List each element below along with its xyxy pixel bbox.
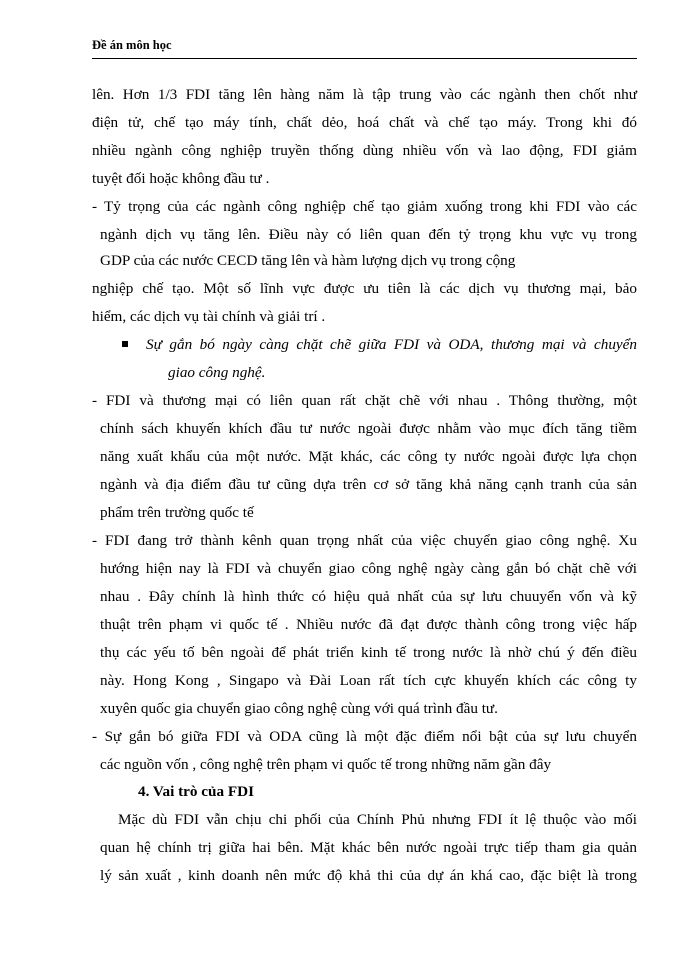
body-line: chính sách khuyến khích đầu tư nước ngoài được nhằm vào mục đích tăng tiềm [100, 420, 637, 437]
body-line: - Sự gắn bó giữa FDI và ODA cũng là một đặc điểm nổi bật của sự lưu chuyển [92, 728, 637, 745]
body-line: năng xuất khẩu của một nước. Mặt khác, các công ty nước ngoài được lựa chọn [100, 448, 637, 465]
body-line: các nguồn vốn , công nghệ trên phạm vi quốc tế trong những năm gần đây [100, 756, 552, 773]
body-line: lý sản xuất , kinh doanh nên mức độ khả thi của dự án khá cao, đặc biệt là trong [100, 867, 637, 884]
bullet-line: Sự gắn bó ngày càng chặt chẽ giữa FDI và ODA, thương mại và chuyển [146, 336, 637, 353]
body-line: nhiều ngành công nghiệp truyền thống dùng nhiều vốn và lao động, FDI giảm [92, 142, 637, 159]
body-line: GDP của các nước CECD tăng lên và hàm lượng dịch vụ trong cộng [100, 252, 516, 269]
bullet-line: giao công nghệ. [168, 364, 266, 381]
body-line: lên. Hơn 1/3 FDI tăng lên hàng năm là tập trung vào các ngành then chốt như [92, 86, 637, 103]
body-line: thuật trên phạm vi quốc tế . Nhiều nước đã đạt được thành công trong việc hấp [100, 616, 637, 633]
bullet-square-icon [122, 341, 128, 347]
body-line: thụ các yếu tố bên ngoài để phát triển kinh tế trong nước là nhờ chú ý đến điều [100, 644, 637, 661]
body-line: điện tử, chế tạo máy tính, chất dẻo, hoá chất và chế tạo máy. Trong khi đó [92, 114, 637, 131]
body-line: hiểm, các dịch vụ tài chính và giải trí . [92, 308, 326, 325]
body-line: - Tỷ trọng của các ngành công nghiệp chế tạo giảm xuống trong khi FDI vào các [92, 198, 637, 215]
body-line: tuyệt đối hoặc không đầu tư . [92, 170, 270, 187]
header-rule [92, 58, 637, 59]
body-line: nhau . Đây chính là hình thức có hiệu quả nhất của sự lưu chuuyển vốn và kỹ [100, 588, 637, 605]
body-line: xuyên quốc gia chuyển giao công nghệ cùng với quá trình đầu tư. [100, 700, 498, 717]
body-line: ngành và địa điểm đầu tư cũng dựa trên cơ sở tăng khả năng cạnh tranh của sản [100, 476, 637, 493]
body-line: Mặc dù FDI vẫn chịu chi phối của Chính Phủ nhưng FDI ít lệ thuộc vào mối [118, 811, 637, 828]
body-line: này. Hong Kong , Singapo và Đài Loan rất tích cực khuyến khích các công ty [100, 672, 637, 689]
body-line: - FDI đang trở thành kênh quan trọng nhất của việc chuyển giao công nghệ. Xu [92, 532, 637, 549]
body-line: - FDI và thương mại có liên quan rất chặt chẽ với nhau . Thông thường, một [92, 392, 637, 409]
body-line: nghiệp chế tạo. Một số lĩnh vực được ưu tiên là các dịch vụ thương mại, bảo [92, 280, 637, 297]
body-line: hướng hiện nay là FDI và chuyển giao công nghệ ngày càng gắn bó chặt chẽ với [100, 560, 637, 577]
section-heading: 4. Vai trò của FDI [138, 783, 255, 800]
body-line: quan hệ chính trị giữa hai bên. Mặt khác bên nước ngoài trực tiếp tham gia quản [100, 839, 637, 856]
body-line: phẩm trên trường quốc tế [100, 504, 254, 521]
body-line: ngành dịch vụ tăng lên. Điều này có liên quan đến tỷ trọng khu vực vụ trong [100, 226, 637, 243]
page-header-title: Đề án môn học [92, 38, 172, 52]
